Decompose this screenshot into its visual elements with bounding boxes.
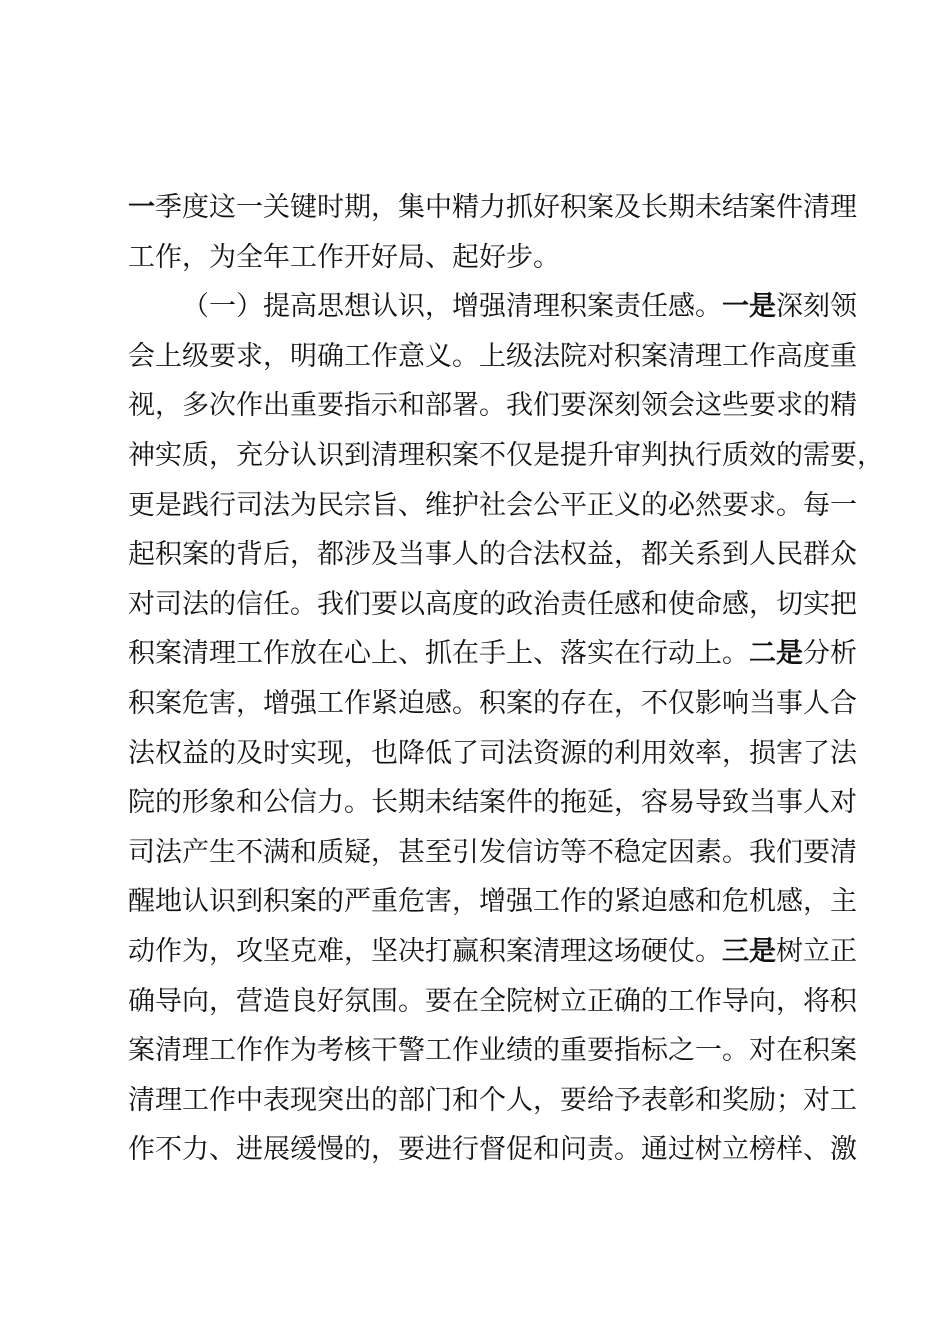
- text-line: 积案危害，增强工作紧迫感。积案的存在，不仅影响当事人合: [128, 687, 857, 719]
- line-text: 工作，为全年工作开好局、起好步。: [128, 241, 560, 273]
- text-line: 更是践行司法为民宗旨、维护社会公平正义的必然要求。每一: [128, 489, 857, 521]
- bold-marker: 一是: [722, 291, 776, 323]
- text-line: 起积案的背后，都涉及当事人的合法权益，都关系到人民群众: [128, 539, 857, 571]
- bold-marker: 三是: [722, 935, 776, 967]
- text-line: [128, 183, 857, 233]
- bold-marker: 二是: [749, 638, 803, 670]
- line-text: 分析: [803, 638, 857, 670]
- text-line: 醒地认识到积案的严重危害，增强工作的紧迫感和危机感，主: [128, 886, 857, 918]
- text-line: 法权益的及时实现，也降低了司法资源的利用效率，损害了法: [128, 737, 857, 769]
- text-line: 院的形象和公信力。长期未结案件的拖延，容易导致当事人对: [128, 787, 857, 819]
- line-text: 树立正: [776, 935, 857, 967]
- line-text: 深刻领: [776, 291, 857, 323]
- line-text: 季度这一关键时期，集中精力抓好积案及长期未结案件清理: [155, 192, 857, 223]
- line-text: 积案清理工作放在心上、抓在手上、落实在行动上。: [128, 638, 749, 670]
- body-text: [128, 183, 884, 1175]
- text-line: 作不力、进展缓慢的，要进行督促和问责。通过树立榜样、激: [128, 1134, 857, 1166]
- text-line: 确导向，营造良好氛围。要在全院树立正确的工作导向，将积: [128, 985, 857, 1017]
- text-line: 对司法的信任。我们要以高度的政治责任感和使命感，切实把: [128, 588, 857, 620]
- text-line: 视，多次作出重要指示和部署。我们要深刻领会这些要求的精: [128, 390, 857, 422]
- text-line: [128, 233, 838, 283]
- text-line: 案清理工作作为考核干警工作业绩的重要指标之一。对在积案: [128, 1035, 857, 1067]
- text-line: 会上级要求，明确工作意义。上级法院对积案清理工作高度重: [128, 340, 857, 372]
- text-line: 神实质，充分认识到清理积案不仅是提升审判执行质效的需要，: [128, 439, 884, 471]
- text-line: 司法产生不满和质疑，甚至引发信访等不稳定因素。我们要清: [128, 836, 857, 868]
- text-line: [128, 629, 857, 679]
- text-line: 清理工作中表现突出的部门和个人，要给予表彰和奖励；对工: [128, 1084, 857, 1116]
- bold-marker: 一: [128, 192, 155, 223]
- text-line: [128, 927, 857, 977]
- line-text: 动作为，攻坚克难，坚决打赢积案清理这场硬仗。: [128, 935, 722, 967]
- section-heading-line: [128, 282, 857, 332]
- section-heading: （一）提高思想认识，增强清理积案责任感。: [182, 291, 722, 323]
